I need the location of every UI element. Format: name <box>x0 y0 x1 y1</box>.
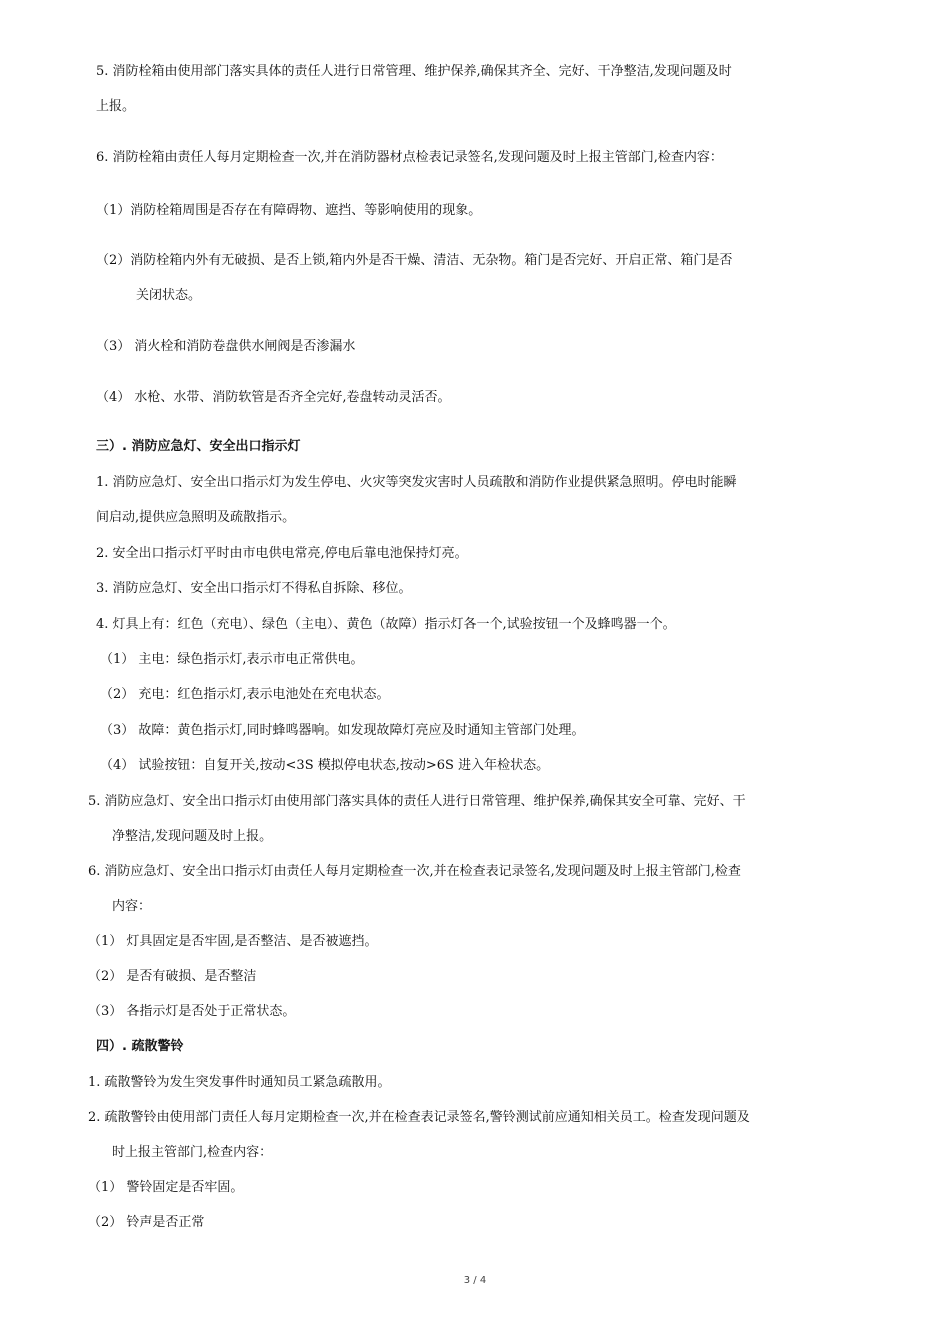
list-item: （2） 是否有破损、是否整洁 <box>88 969 257 984</box>
paragraph-line: 6. 消防栓箱由责任人每月定期检查一次,并在消防器材点检表记录签名,发现问题及时上报主管部门,检查内容： <box>96 150 723 165</box>
list-item: （2） 铃声是否正常 <box>88 1215 205 1230</box>
paragraph-line: 6. 消防应急灯、安全出口指示灯由责任人每月定期检查一次,并在检查表记录签名,发现问题及时上报主管部门,检查 <box>88 864 741 879</box>
section-heading: 三）. 消防应急灯、安全出口指示灯 <box>96 439 301 454</box>
paragraph-line: 3. 消防应急灯、安全出口指示灯不得私自拆除、移位。 <box>96 581 412 596</box>
list-item: （2）消防栓箱内外有无破损、是否上锁,箱内外是否干燥、清洁、无杂物。箱门是否完好、开启正常、箱门是否 <box>96 253 733 268</box>
paragraph-line: 间启动,提供应急照明及疏散指示。 <box>96 510 296 525</box>
list-item: （4） 水枪、水带、消防软管是否齐全完好,卷盘转动灵活否。 <box>96 390 451 405</box>
list-item: （3） 消火栓和消防卷盘供水闸阀是否渗漏水 <box>96 339 356 354</box>
list-item: （2） 充电：红色指示灯,表示电池处在充电状态。 <box>100 687 390 702</box>
paragraph-line: 上报。 <box>96 99 136 114</box>
paragraph-line: 1. 疏散警铃为发生突发事件时通知员工紧急疏散用。 <box>88 1075 391 1090</box>
list-item: （1） 警铃固定是否牢固。 <box>88 1180 244 1195</box>
section-heading: 四）. 疏散警铃 <box>96 1039 184 1054</box>
paragraph-line: 4. 灯具上有：红色（充电）、绿色（主电）、黄色（故障）指示灯各一个,试验按钮一个及蜂鸣器一个。 <box>96 617 676 632</box>
list-item: （1） 主电：绿色指示灯,表示市电正常供电。 <box>100 652 364 667</box>
paragraph-line: 净整洁,发现问题及时上报。 <box>112 829 273 844</box>
paragraph-line: 内容： <box>112 899 152 914</box>
list-item: （4） 试验按钮：自复开关,按动<3S 模拟停电状态,按动>6S 进入年检状态。 <box>100 758 550 773</box>
list-item: （1）消防栓箱周围是否存在有障碍物、遮挡、等影响使用的现象。 <box>96 203 482 218</box>
paragraph-line: 5. 消防栓箱由使用部门落实具体的责任人进行日常管理、维护保养,确保其齐全、完好、干净整洁,发现问题及时 <box>96 64 732 79</box>
list-item: 关闭状态。 <box>136 288 202 303</box>
paragraph-line: 2. 疏散警铃由使用部门责任人每月定期检查一次,并在检查表记录签名,警铃测试前应通知相关员工。检查发现问题及 <box>88 1110 750 1125</box>
paragraph-line: 1. 消防应急灯、安全出口指示灯为发生停电、火灾等突发灾害时人员疏散和消防作业提供紧急照明。停电时能瞬 <box>96 475 737 490</box>
list-item: （3） 故障：黄色指示灯,同时蜂鸣器响。如发现故障灯亮应及时通知主管部门处理。 <box>100 723 585 738</box>
paragraph-line: 时上报主管部门,检查内容： <box>112 1145 273 1160</box>
paragraph-line: 2. 安全出口指示灯平时由市电供电常亮,停电后靠电池保持灯亮。 <box>96 546 468 561</box>
list-item: （1） 灯具固定是否牢固,是否整洁、是否被遮挡。 <box>88 934 378 949</box>
paragraph-line: 5. 消防应急灯、安全出口指示灯由使用部门落实具体的责任人进行日常管理、维护保养,确保其安全可靠、完好、干 <box>88 794 746 809</box>
list-item: （3） 各指示灯是否处于正常状态。 <box>88 1004 296 1019</box>
page-number: 3 / 4 <box>463 1275 487 1286</box>
